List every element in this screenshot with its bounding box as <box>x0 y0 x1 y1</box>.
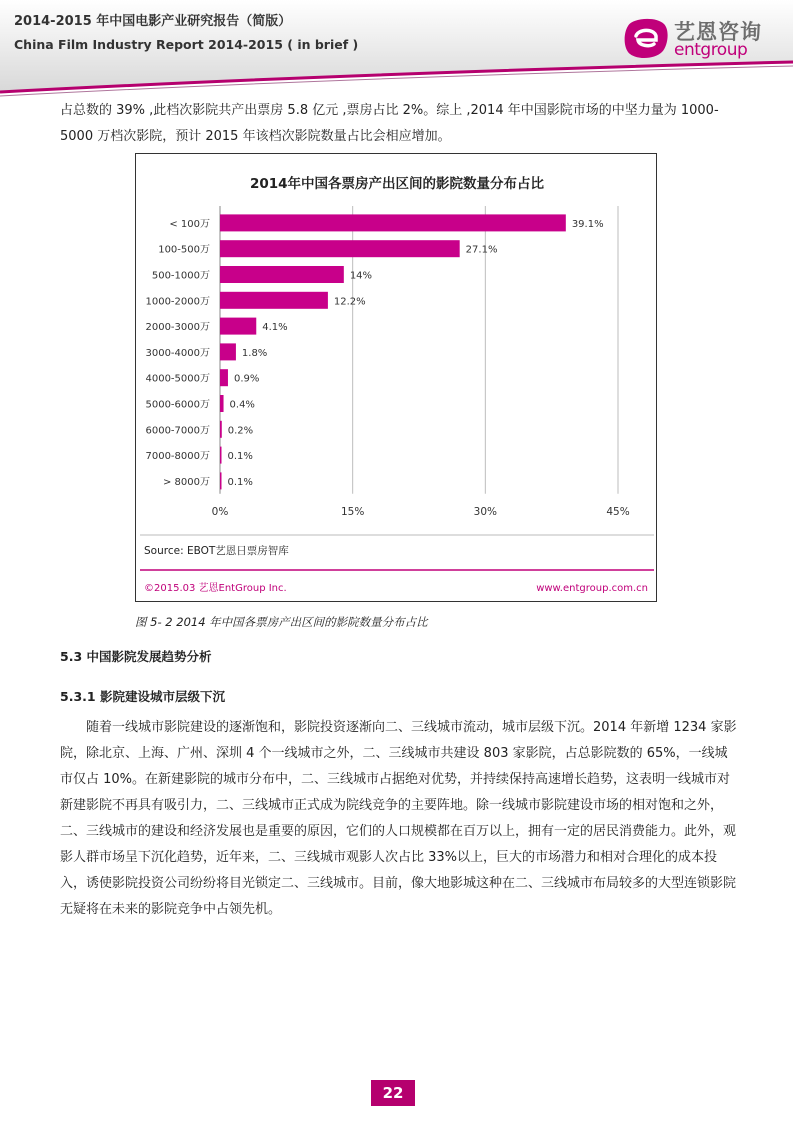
report-title-en: China Film Industry Report 2014-2015 ( in brief ) <box>14 37 359 52</box>
bar <box>220 447 222 464</box>
x-tick-label: 45% <box>606 505 630 518</box>
chart-x-ticks <box>212 506 630 518</box>
chart-value-labels <box>228 219 604 488</box>
intro-paragraph: 占总数的 39% ,此档次影院共产出票房 5.8 亿元 ,票房占比 2%。综上 ,2014 年中国影院市场的中坚力量为 1000-5000 万档次影院，预计 2015 年该档次影院数量占比会相应增加。 <box>60 103 719 144</box>
page-header <box>0 0 793 100</box>
category-label: > 8000万 <box>162 476 210 488</box>
entgroup-logo <box>622 14 782 64</box>
logo-icon <box>622 16 672 62</box>
bar <box>220 240 460 257</box>
category-label: 6000-7000万 <box>145 425 210 437</box>
report-title-cn: 2014-2015 年中国电影产业研究报告（简版） <box>14 14 292 29</box>
value-label: 0.4% <box>229 399 255 411</box>
bar-chart-figure <box>135 153 657 602</box>
category-label: 3000-4000万 <box>145 347 210 359</box>
chart-title: 2014年中国各票房产出区间的影院数量分布占比 <box>249 176 545 192</box>
category-label: 2000-3000万 <box>145 322 210 334</box>
category-label: 5000-6000万 <box>145 399 210 411</box>
bar <box>220 266 344 283</box>
chart-website: www.entgroup.com.cn <box>536 583 648 594</box>
value-label: 0.2% <box>227 425 254 437</box>
x-tick-label: 30% <box>473 505 498 518</box>
value-label: 0.9% <box>233 373 260 385</box>
bar-chart-svg <box>136 154 658 603</box>
value-label: 39.1% <box>571 218 604 230</box>
bar <box>220 472 222 489</box>
bar <box>220 369 228 386</box>
bar <box>220 343 236 360</box>
bar <box>220 318 256 335</box>
category-label: 7000-8000万 <box>145 451 210 463</box>
bar <box>220 421 222 438</box>
category-label: 500-1000万 <box>151 270 210 282</box>
x-tick-label: 0% <box>211 505 229 518</box>
value-label: 12.2% <box>333 296 366 308</box>
chart-bars <box>220 214 566 489</box>
chart-category-labels <box>145 218 210 488</box>
body-paragraph: 随着一线城市影院建设的逐渐饱和，影院投资逐渐向二、三线城市流动，城市层级下沉。2014 年新增 1234 家影院，除北京、上海、广州、深圳 4 个一线城市之外，二、三线城市共建设 803 家影院，占总影院数的 65%，一线城市仅占 10%。在新建影院的城市分布中，二、三线城市占据绝对优势，并持续保持高速增长趋势，这表明一线城市对新建影院不再具有吸引力，二、三线城市正式成为院线竞争的主要阵地。除一线城市影院建设市场的相对饱和之外，二、三线城市的建设和经济发展也是重要的原因，它们的人口规模都在百万以上，拥有一定的居民消费能力。此外，观影人群市场呈下沉化趋势，近年来，二、三线城市观影人次占比 33%以上，巨大的市场潜力和相对合理化的成本投入，诱使影院投资公司纷纷将目光锁定二、三线城市。目前，像大地影城这种在二、三线城市布局较多的大型连锁影院无疑将在未来的影院竞争中占领先机。 <box>60 720 737 917</box>
value-label: 0.1% <box>227 451 253 463</box>
figure-caption: 图 5- 2 2014 年中国各票房产出区间的影院数量分布占比 <box>135 615 428 629</box>
category-label: 1000-2000万 <box>145 296 210 308</box>
subsection-heading: 5.3.1 影院建设城市层级下沉 <box>60 689 225 704</box>
chart-source: Source: EBOT艺恩日票房智库 <box>144 545 289 557</box>
category-label: < 100万 <box>169 218 210 230</box>
value-label: 27.1% <box>465 244 498 256</box>
value-label: 14% <box>349 270 373 282</box>
section-heading: 5.3 中国影院发展趋势分析 <box>60 649 212 664</box>
value-label: 0.1% <box>227 476 253 488</box>
logo-text-cn: 艺恩咨询 <box>674 20 762 44</box>
page-number: 22 <box>371 1080 415 1106</box>
bar <box>220 292 328 309</box>
logo-text-en: entgroup <box>674 40 748 60</box>
x-tick-label: 15% <box>340 505 365 518</box>
category-label: 100-500万 <box>158 244 210 256</box>
bar <box>220 395 224 412</box>
category-label: 4000-5000万 <box>145 373 210 385</box>
value-label: 1.8% <box>241 347 268 359</box>
value-label: 4.1% <box>262 322 288 334</box>
bar <box>220 214 566 231</box>
chart-copyright: ©2015.03 艺恩EntGroup Inc. <box>144 583 287 594</box>
